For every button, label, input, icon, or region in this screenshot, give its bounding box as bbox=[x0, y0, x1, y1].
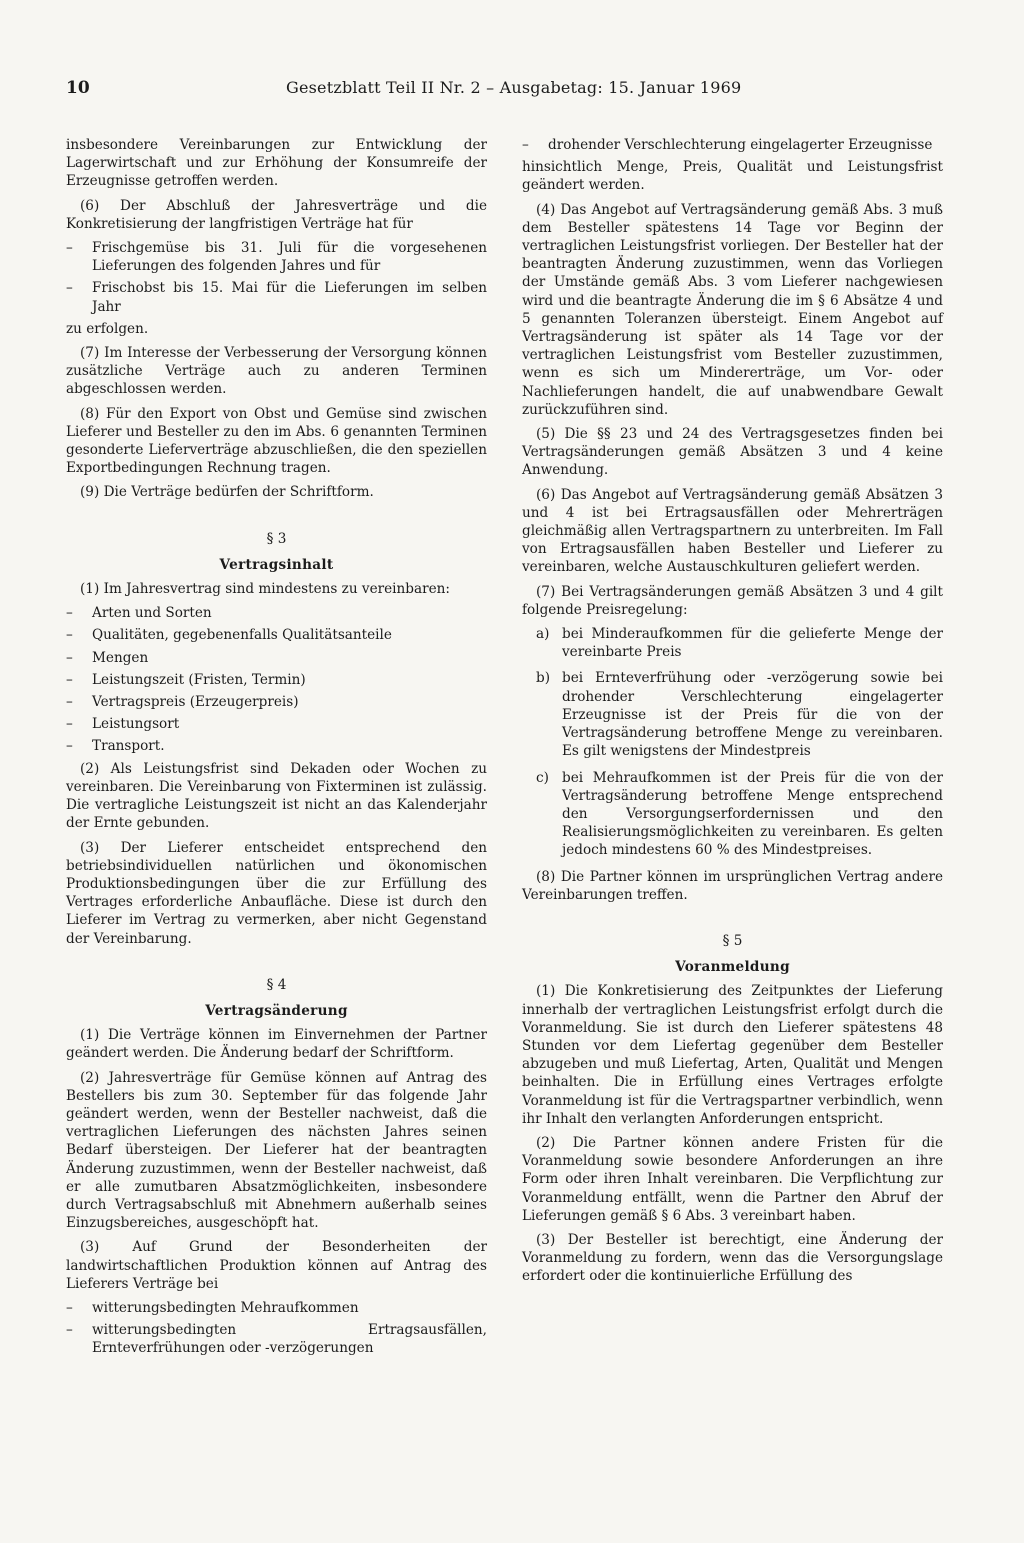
list-item bbox=[66, 671, 487, 689]
list-item-text: witterungsbedingten Mehraufkommen bbox=[92, 1299, 359, 1316]
list-item bbox=[66, 626, 487, 644]
dash-marker: – bbox=[66, 1299, 73, 1316]
list-item bbox=[66, 1299, 487, 1317]
dash-marker: – bbox=[66, 1322, 73, 1339]
list-item bbox=[66, 239, 487, 275]
page-number: 10 bbox=[66, 78, 90, 98]
dash-marker: – bbox=[66, 716, 73, 733]
paragraph-8: (8) Für den Export von Obst und Gemüse sind zwischen Lieferer und Besteller zu den im Abs. 6 genannten Terminen gesonderte Lieferverträge abzuschließen, die den speziellen Exportbedingungen Rechnung tragen. bbox=[66, 405, 487, 477]
list-marker: a) bbox=[536, 626, 550, 643]
list-marker: c) bbox=[536, 769, 549, 786]
dash-marker: – bbox=[66, 738, 73, 755]
running-head: Gesetzblatt Teil II Nr. 2 – Ausgabetag: 15. Januar 1969 bbox=[286, 78, 742, 97]
list-item-text: Vertragspreis (Erzeugerpreis) bbox=[92, 694, 299, 711]
list-item-text: Frischobst bis 15. Mai für die Lieferungen im selben Jahr bbox=[92, 280, 487, 315]
list-item bbox=[66, 1321, 487, 1357]
dash-marker: – bbox=[66, 649, 73, 666]
section-5-paragraph-1: (1) Die Konkretisierung des Zeitpunktes der Lieferung innerhalb der vertraglichen Leistungsfrist erfolgt durch die Voranmeldung. Sie ist durch den Lieferer spätestens 48 Stunden vor dem Liefertag gegenüber dem Besteller abzugeben und muß Liefertag, Arten, Qualität und Mengen beinhalten. Die in Erfüllung eines Vertrages erfolgte Voranmeldung ist für die Vertragspartner verbindlich, wenn ihr Inhalt den verlangten Anforderungen entspricht. bbox=[522, 983, 943, 1127]
dash-marker: – bbox=[66, 671, 73, 688]
list-item bbox=[66, 649, 487, 667]
section-5-paragraph-2: (2) Die Partner können andere Fristen für die Voranmeldung sowie besondere Anforderungen an ihre Form oder ihren Inhalt vereinbaren. Die Verpflichtung zur Voranmeldung entfällt, wenn die Partner den Abruf der Lieferungen gemäß § 6 Abs. 3 vereinbart haben. bbox=[522, 1134, 943, 1224]
list-item-text: Leistungszeit (Fristen, Termin) bbox=[92, 671, 306, 688]
section-4-paragraph-8: (8) Die Partner können im ursprünglichen Vertrag andere Vereinbarungen treffen. bbox=[522, 868, 943, 903]
list-item-text: drohender Verschlechterung eingelagerter Erzeugnisse bbox=[548, 137, 933, 153]
list-item-text: Transport. bbox=[92, 738, 165, 755]
section-4-title: Vertragsänderung bbox=[205, 1002, 348, 1019]
section-3-paragraph-2: (2) Als Leistungsfrist sind Dekaden oder Wochen zu vereinbaren. Die Vereinbarung von Fixterminen ist zulässig. Die vertragliche Leistungszeit ist nicht an das Kalenderjahr der Ernte gebunden. bbox=[66, 760, 487, 832]
left-column bbox=[66, 136, 487, 1362]
list-marker: b) bbox=[536, 670, 551, 687]
paragraph-7: (7) Im Interesse der Verbesserung der Versorgung können zusätzliche Verträge auch zu anderen Terminen abgeschlossen werden. bbox=[66, 345, 487, 398]
section-3-paragraph-3: (3) Der Lieferer entscheidet entsprechend den betriebsindividuellen natürlichen und ökonomischen Produktionsbedingungen über die zur Erfüllung des Vertrages erforderliche Anbaufläche. Diese ist durch den Lieferer im Vertrag zu vermerken, aber nicht Gegenstand der Vereinbarung. bbox=[66, 839, 487, 947]
list-item-text: Leistungsort bbox=[92, 716, 180, 733]
section-4-paragraph-1: (1) Die Verträge können im Einvernehmen der Partner geändert werden. Die Änderung bedarf der Schriftform. bbox=[66, 1027, 487, 1062]
list-item-text: Arten und Sorten bbox=[92, 605, 212, 622]
paragraph-6-end: zu erfolgen. bbox=[66, 320, 149, 337]
dash-marker: – bbox=[66, 240, 73, 257]
dash-marker: – bbox=[522, 137, 529, 153]
section-4-paragraph-5: (5) Die §§ 23 und 24 des Vertragsgesetzes finden bei Vertragsänderungen gemäß Absätzen 3 und 4 keine Anwendung. bbox=[522, 426, 943, 479]
list-item-text: Qualitäten, gegebenenfalls Qualitätsanteile bbox=[92, 627, 392, 644]
section-4-paragraph-7: (7) Bei Vertragsänderungen gemäß Absätzen 3 und 4 gilt folgende Preisregelung: bbox=[522, 583, 943, 618]
paragraph-6: (6) Der Abschluß der Jahresverträge und die Konkretisierung der langfristigen Verträge hat für bbox=[66, 197, 487, 232]
list-item-text: bei Mehraufkommen ist der Preis für die von der Vertragsänderung betroffene Menge entsprechend den Versorgungserfordernissen und den Realisierungsmöglichkeiten zu vereinbaren. Es gelten jedoch mindestens 60 % des Mindestpreises. bbox=[562, 769, 943, 859]
section-3-mark: § 3 bbox=[266, 530, 287, 547]
list-item bbox=[66, 737, 487, 755]
section-5-paragraph-3: (3) Der Besteller ist berechtigt, eine Änderung der Voranmeldung zu fordern, wenn das die Versorgungslage erfordert oder die kontinuierliche Erfüllung des bbox=[522, 1231, 943, 1285]
list-item-text: witterungsbedingten Ertragsausfällen, Ernteverfrühungen oder -verzögerungen bbox=[92, 1322, 487, 1357]
list-item bbox=[536, 769, 943, 860]
list-item bbox=[536, 669, 943, 760]
list-item bbox=[66, 279, 487, 315]
list-item bbox=[66, 715, 487, 733]
section-5-mark: § 5 bbox=[722, 932, 743, 949]
list-item bbox=[66, 604, 487, 622]
dash-marker: – bbox=[66, 605, 73, 622]
page-header bbox=[66, 78, 942, 104]
section-3-paragraph-1: (1) Im Jahresvertrag sind mindestens zu vereinbaren: bbox=[80, 581, 450, 598]
section-4-paragraph-6: (6) Das Angebot auf Vertragsänderung gemäß Absätzen 3 und 4 ist bei Ertragsausfällen oder Mehrerträgen gleichmäßig allen Vertragspartnern zu unterbreiten. Im Fall von Ertragsausfällen haben Besteller und Lieferer zu vereinbaren, welche Austauschkulturen geliefert werden. bbox=[522, 486, 943, 576]
list-item bbox=[536, 625, 943, 661]
section-4-paragraph-4: (4) Das Angebot auf Vertragsänderung gemäß Abs. 3 muß dem Besteller spätestens 14 Tage vor Beginn der vertraglichen Leistungsfrist vorliegen. Der Besteller hat der beantragten Änderung zuzustimmen, wenn das Vorliegen der Umstände gemäß Abs. 3 vom Lieferer nachgewiesen wird und die beantragte Änderung die im § 6 Absätze 4 und 5 genannten Toleranzen übersteigt. Einem Angebot auf Vertragsänderung ist später als 14 Tage vor der vertraglichen Leistungsfrist vom Besteller zuzustimmen, wenn es sich um Mindererträge, um Vor- oder Nachlieferungen handelt, die auf unabwendbare Gewalt zurückzuführen sind. bbox=[522, 201, 943, 418]
list-item-text: Frischgemüse bis 31. Juli für die vorgesehenen Lieferungen des folgenden Jahres und für bbox=[92, 240, 487, 275]
list-item-text: Mengen bbox=[92, 649, 149, 666]
list-item-text: bei Ernteverfrühung oder -verzögerung sowie bei drohender Verschlechterung eingelagerter Erzeugnisse ist der Preis für die von der Vertragsänderung betroffene Menge zu vereinbaren. Es gilt wenigstens der Mindestpreis bbox=[562, 670, 943, 760]
paragraph-continuation: insbesondere Vereinbarungen zur Entwicklung der Lagerwirtschaft und zur Erhöhung der Konsumreife der Erzeugnisse getroffen werden. bbox=[66, 137, 487, 190]
section-4-paragraph-3: (3) Auf Grund der Besonderheiten der landwirtschaftlichen Produktion können auf Antrag des Lieferers Verträge bei bbox=[66, 1239, 487, 1292]
section-4-paragraph-2: (2) Jahresverträge für Gemüse können auf Antrag des Bestellers bis zum 30. September für das folgende Jahr geändert werden, wenn der Besteller nachweist, daß die vertraglichen Lieferungen des nächsten Jahres seinen Bedarf übersteigen. Der Lieferer hat der beantragten Änderung zuzustimmen, wenn der Besteller nachweist, daß er alle zumutbaren Absatzmöglichkeiten, insbesondere durch Vertragsabschluß mit Abnehmern außerhalb seines Einzugsbereiches, ausgeschöpft hat. bbox=[66, 1069, 487, 1232]
dash-marker: – bbox=[66, 694, 73, 711]
section-5-title: Voranmeldung bbox=[675, 959, 790, 976]
list-item-text: bei Minderaufkommen für die gelieferte Menge der vereinbarte Preis bbox=[562, 626, 943, 661]
dash-marker: – bbox=[66, 280, 73, 297]
section-4-mark: § 4 bbox=[266, 976, 287, 993]
list-item bbox=[66, 693, 487, 711]
list-item bbox=[522, 136, 943, 154]
paragraph-9: (9) Die Verträge bedürfen der Schriftform. bbox=[80, 484, 374, 501]
right-column bbox=[522, 136, 943, 1292]
section-3-title: Vertragsinhalt bbox=[219, 556, 334, 573]
paragraph-continuation: hinsichtlich Menge, Preis, Qualität und Leistungsfrist geändert werden. bbox=[522, 159, 943, 194]
dash-marker: – bbox=[66, 627, 73, 644]
